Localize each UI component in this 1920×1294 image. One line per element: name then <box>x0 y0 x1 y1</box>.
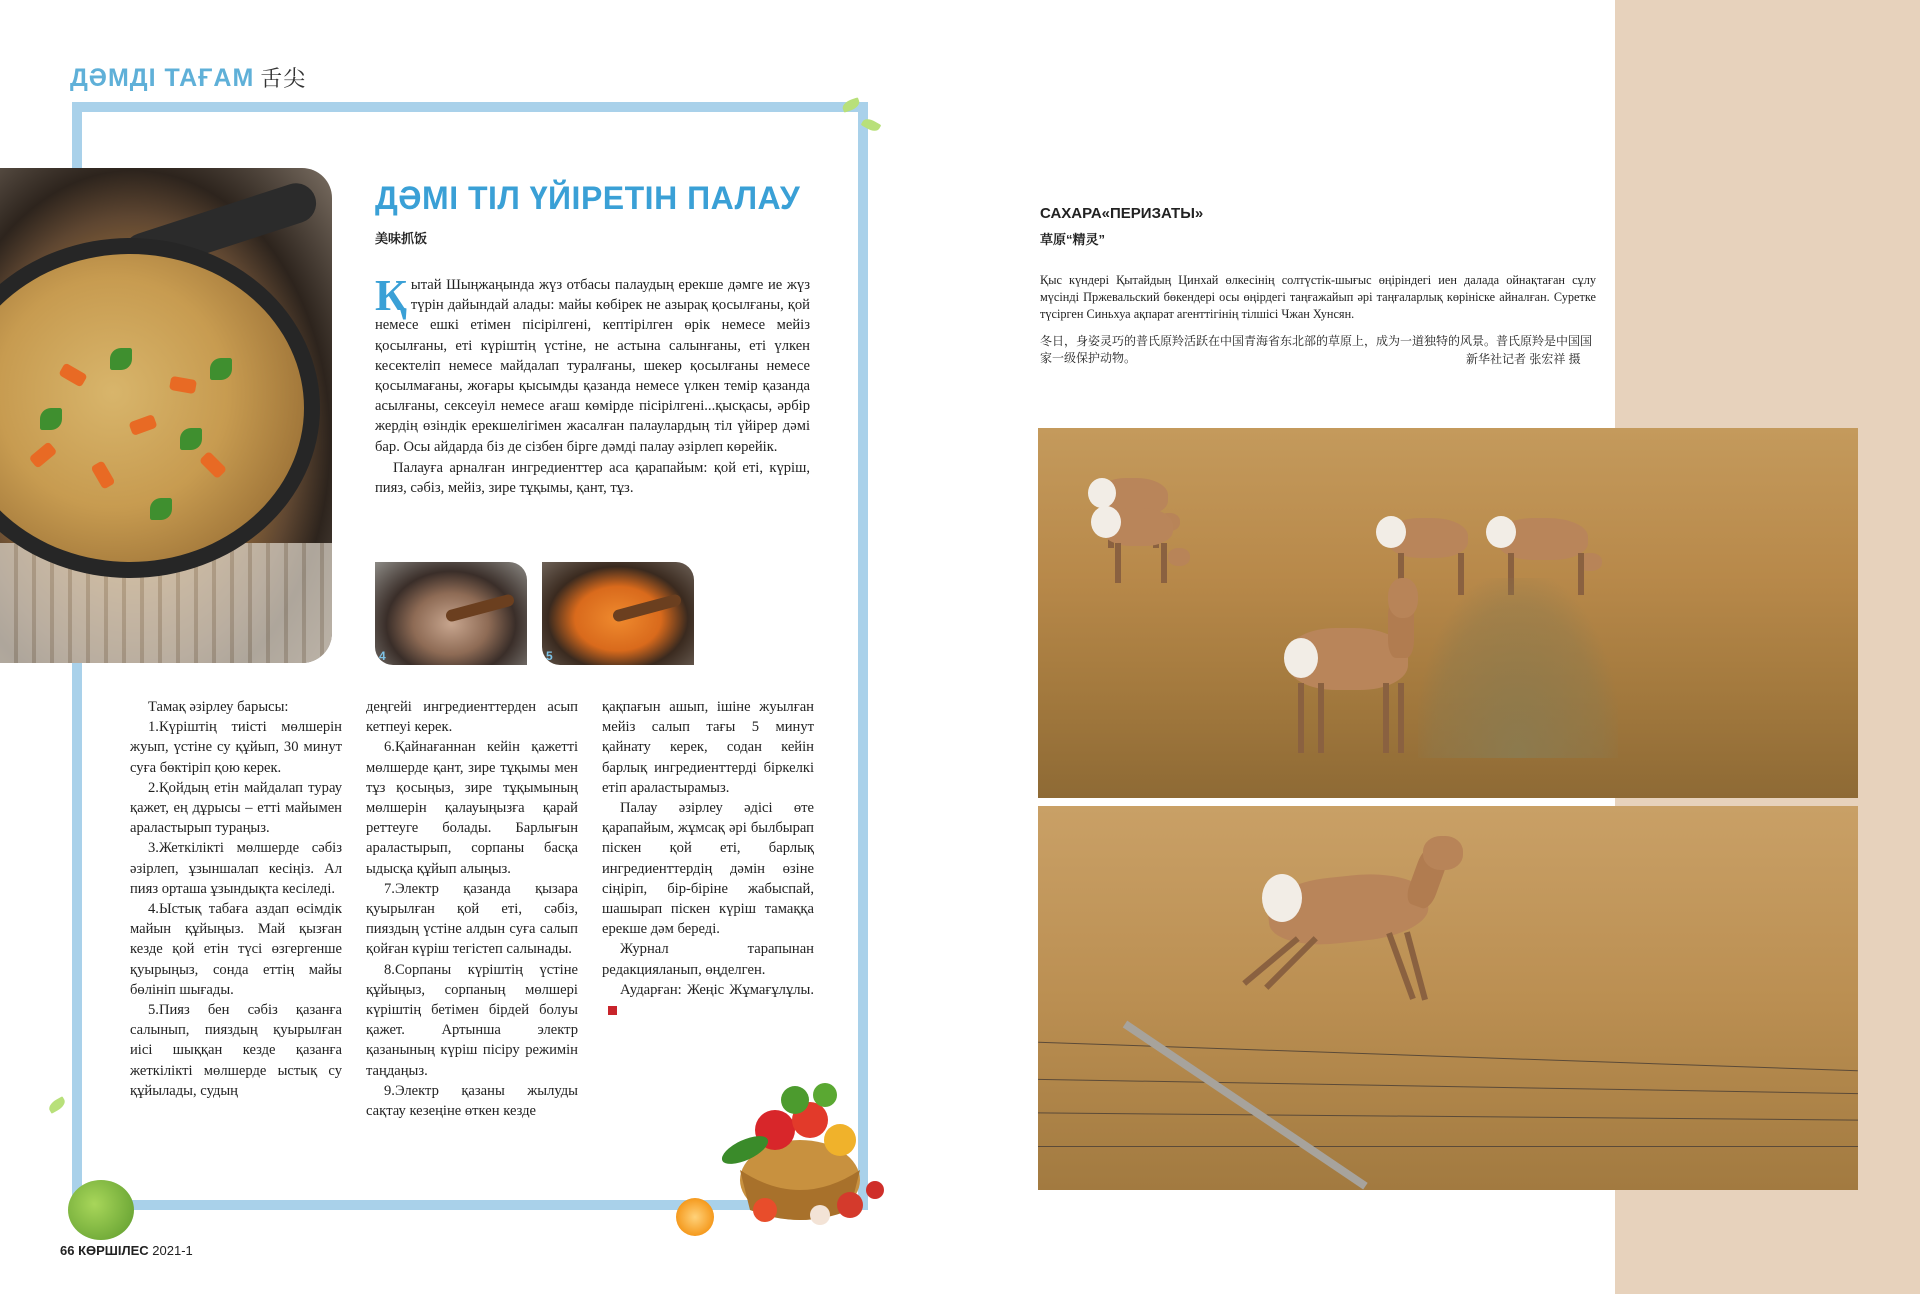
column-paragraph: 5.Пияз бен сәбіз қазанға салынып, пияздың қуырылған иісі шыққан кезде қазанға жеткілікті мөлшерде ыстық су құйылады, судың <box>130 1002 342 1099</box>
intro-paragraph-2: Палауға арналған ингредиенттер аса қарапайым: қой еті, күріш, пияз, сәбіз, мейіз, зире тұқымы, қант, тұз. <box>375 459 810 497</box>
photo-caption-cn: 冬日，身姿灵巧的普氏原羚活跃在中国青海省东北部的草原上，成为一道独特的风景。普氏原羚是中国国家一级保护动物。 <box>1040 334 1593 365</box>
magazine-name: КӨРШІЛЕС <box>78 1243 149 1258</box>
section-label-cn: 舌尖 <box>260 66 307 91</box>
pilaf-hero-photo <box>0 168 332 663</box>
photo-feature-title: САХАРА«ПЕРИЗАТЫ» <box>1040 205 1204 222</box>
lettuce-decoration <box>68 1180 134 1240</box>
issue-number: 2021-1 <box>152 1243 193 1258</box>
leaf-decoration <box>47 1096 68 1114</box>
page-footer <box>60 1243 193 1258</box>
column-paragraph: 4.Ыстық табаға аздап өсімдік майын құйыңыз. Май қызған кезде қой етін түсі өзгергенше қуырыңыз, сонда еттің майы бөлініп шығады. <box>130 901 342 998</box>
article-subtitle-cn: 美味抓饭 <box>375 231 428 246</box>
article-title: ДӘМІ ТІЛ ҮЙІРЕТІН ПАЛАУ <box>375 180 801 216</box>
vegetable-basket-image <box>700 1060 900 1230</box>
text-column-2 <box>366 697 578 1121</box>
section-label: ДӘМДІ ТАҒАМ <box>70 64 255 92</box>
step-photo-4 <box>375 562 527 665</box>
column-paragraph: 8.Сорпаны күріштің үстіне құйыңыз, сорпаның мөлшері күріштің бетімен бірдей болуы қажет. Артынша электр қазанының күріш пісіру режимін таңдаңыз. <box>366 961 578 1079</box>
section-header <box>70 62 306 93</box>
article-intro <box>375 271 810 498</box>
text-column-1 <box>130 697 342 1101</box>
column-paragraph: Тамақ әзірлеу барысы: <box>148 699 289 715</box>
column-paragraph: 7.Электр қазанда қызара қуырылған қой еті, сәбіз, пияздың үстіне алдын суға салып қойған күріш тегістеп салынады. <box>366 880 578 958</box>
intro-paragraph-1: ытай Шыңжаңында жүз отбасы палаудың ерекше дәмге ие жүз түрін дайындай алады: майы көбірек не азырақ қосылғаны, қой немесе ешкі етімен пісірілгені, кептірілген өрік немесе мейіз қосылғаны, еті күріштің үстіне, не астына салынғаны, еті үлкен кесектеліп немесе майдалап туралғаны, шекер қосылғаны немесе қосылмағаны, жоғары қысымды қазанда немесе үлкен темір қазанда асылғаны, сексеуіл немесе ағаш көмірде пісірілгені...қысқасы, әрбір жердің өзіндік ерекшелігімен жасалған палаулардың тіл үйірер дәмі бар. Осы айдарда біз де сізбен бірге дәмді палау әзірлеп көрейік. <box>375 277 810 455</box>
column-paragraph: 2.Қойдың етін майдалап турау қажет, ең дұрысы – етті майымен араластырып тураңыз. <box>130 779 342 837</box>
photo-feature-title-cn: 草原“精灵” <box>1040 232 1106 247</box>
translator-credit: Аударған: Жеңіс Жұмағұлұлы. <box>620 981 814 998</box>
column-paragraph: Палау әзірлеу әдісі өте қарапайым, жұмсақ әрі былбырап піскен қой еті, барлық ингредиенттердің дәмін өзіне сіңіріп, бір-біріне жабыспай, шашырап піскен күріш тамаққа ерекше дәм береді. <box>602 800 814 938</box>
page-number: 66 <box>60 1243 75 1258</box>
column-paragraph: Журнал тарапынан редакцияланып, өңделген. <box>602 941 814 978</box>
drop-cap: Қ <box>375 271 407 320</box>
column-paragraph: деңгейі ингредиенттерден асып кетпеуі керек. <box>366 699 578 736</box>
end-mark-icon <box>608 1006 617 1015</box>
gazelles-grazing-photo <box>1038 428 1858 798</box>
text-column-3 <box>602 697 814 1020</box>
column-paragraph: 6.Қайнағаннан кейін қажетті мөлшерде қант, зире тұқымы мен тұз қосыңыз, зире тұқымының мөлшерін қалауыңызға қарай реттеуге болады. Барлығын араластырып, сорпаны басқа ыдысқа құйып алыңыз. <box>366 739 578 877</box>
column-paragraph: қақпағын ашып, ішіне жуылған мейіз салып тағы 5 минут қайнату керек, содан кейін барлық ингредиенттерді біркелкі етіп араластырамыз. <box>602 699 814 796</box>
step-photo-number: 4 <box>379 649 386 663</box>
step-photo-5 <box>542 562 694 665</box>
photo-credit: 新华社记者 张宏祥 摄 <box>1466 352 1581 366</box>
step-photo-number: 5 <box>546 649 553 663</box>
photo-caption-kz: Қыс күндері Қытайдың Цинхай өлкесінің солтүстік-шығыс өңіріндегі иен далада ойнақтаған сұлу мүсінді Пржевальский бөкендері осы өңірдегі таңғажайып әрі таңғаларлық көрініске айналған. Суретке түсірген Синьхуа ақпарат агенттігінің тілшісі Чжан Хунсян. <box>1040 273 1596 321</box>
column-paragraph: 1.Күріштің тиісті мөлшерін жуып, үстіне су құйып, 30 минут суға бөктіріп қою керек. <box>130 719 342 776</box>
column-paragraph: 9.Электр қазаны жылуды сақтау кезеңіне өткен кезде <box>366 1082 578 1120</box>
column-paragraph: 3.Жеткілікті мөлшерде сәбіз әзірлеп, ұзыншалап кесіңіз. Ал пияз орташа ұзындықта кесіледі. <box>130 840 342 897</box>
orange-slice-decoration <box>676 1198 714 1236</box>
gazelle-leaping-photo <box>1038 806 1858 1190</box>
